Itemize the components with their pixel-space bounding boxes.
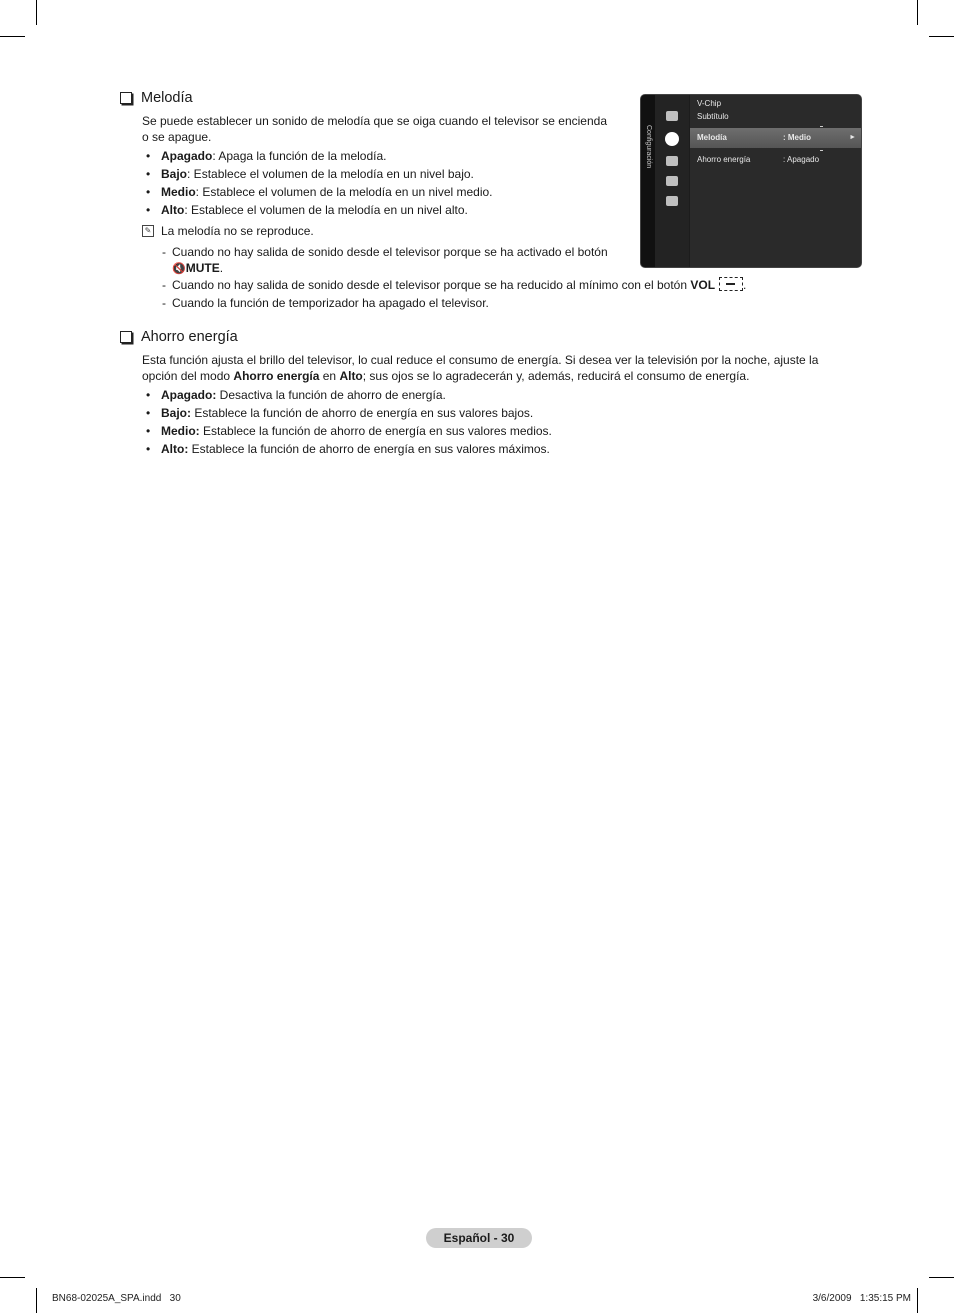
page-number-badge: Español - 30 [426, 1228, 532, 1248]
crop-mark [929, 1277, 954, 1278]
scroll-up-marker [820, 126, 823, 127]
note-item-vol: - Cuando no hay salida de sonido desde el televisor porque se ha reducido al mínimo con el botón VOL . [162, 278, 747, 292]
tv-menu-screenshot [640, 94, 862, 268]
list-item: • Bajo: Establece el volumen de la melodía en un nivel bajo. [142, 165, 493, 183]
support-icon [666, 196, 678, 206]
file-info: BN68-02025A_SPA.indd 30 [52, 1293, 181, 1304]
crop-mark [917, 0, 918, 25]
crop-mark [36, 0, 37, 25]
list-item: • Apagado: Desactiva la función de ahorro de energía. [142, 386, 552, 404]
note-item-timer: - Cuando la función de temporizador ha apagado el televisor. [162, 296, 489, 310]
list-item: • Apagado: Apaga la función de la melodía. [142, 147, 493, 165]
menu-side-label: Configuración [645, 125, 652, 169]
menu-item-melodia: Melodía : Medio ► [690, 128, 861, 148]
menu-icon-column [655, 95, 689, 267]
note-icon: ✎ [142, 225, 154, 237]
list-item: • Medio: Establece el volumen de la melodía en un nivel medio. [142, 183, 493, 201]
menu-item-ahorro-energia: Ahorro energía : Apagado [697, 155, 820, 164]
ahorro-title: Ahorro energía [141, 329, 238, 345]
menu-side-bar [641, 95, 655, 267]
melodia-intro: Se puede establecer un sonido de melodía que se oiga cuando el televisor se encienda o se apague. [142, 114, 607, 144]
ahorro-intro: Esta función ajusta el brillo del televisor, lo cual reduce el consumo de energía. Si desea ver la televisión por la noche, ajuste la opción del modo Ahorro energía en Alto; sus ojos se lo agradecerán y, además, reducirá el consumo de energía. [142, 353, 819, 383]
application-icon [666, 176, 678, 186]
crop-mark [36, 1288, 37, 1313]
scroll-down-marker [820, 150, 823, 151]
note-item-mute: - Cuando no hay salida de sonido desde el televisor porque se ha activado el botón 🔇MUTE. [162, 245, 608, 275]
melodia-title: Melodía [141, 90, 193, 106]
menu-list [690, 95, 861, 267]
note: ✎ La melodía no se reproduce. [142, 223, 314, 239]
melodia-options-list [142, 147, 493, 219]
crop-mark [917, 1288, 918, 1313]
ahorro-heading [120, 329, 238, 345]
crop-mark [0, 36, 25, 37]
list-item: • Bajo: Establece la función de ahorro de energía en sus valores bajos. [142, 404, 552, 422]
date-info: 3/6/2009 1:35:15 PM [812, 1293, 911, 1304]
mute-icon: 🔇 [172, 263, 186, 275]
checkbox-square-icon [120, 331, 132, 343]
menu-item-vchip: V-Chip [697, 99, 722, 108]
list-item: • Alto: Establece la función de ahorro de energía en sus valores máximos. [142, 440, 552, 458]
list-item: • Medio: Establece la función de ahorro de energía en sus valores medios. [142, 422, 552, 440]
chevron-right-icon: ► [849, 134, 856, 141]
menu-item-subtitulo: Subtítulo [697, 112, 729, 121]
setup-gear-icon [665, 132, 679, 146]
list-item: • Alto: Establece el volumen de la melodía en un nivel alto. [142, 201, 493, 219]
crop-mark [929, 36, 954, 37]
ahorro-options-list [142, 386, 552, 458]
input-icon [666, 156, 678, 166]
picture-icon [666, 111, 678, 121]
volume-button-icon [719, 277, 743, 291]
melodia-heading [120, 90, 193, 106]
crop-mark [0, 1277, 25, 1278]
checkbox-square-icon [120, 92, 132, 104]
